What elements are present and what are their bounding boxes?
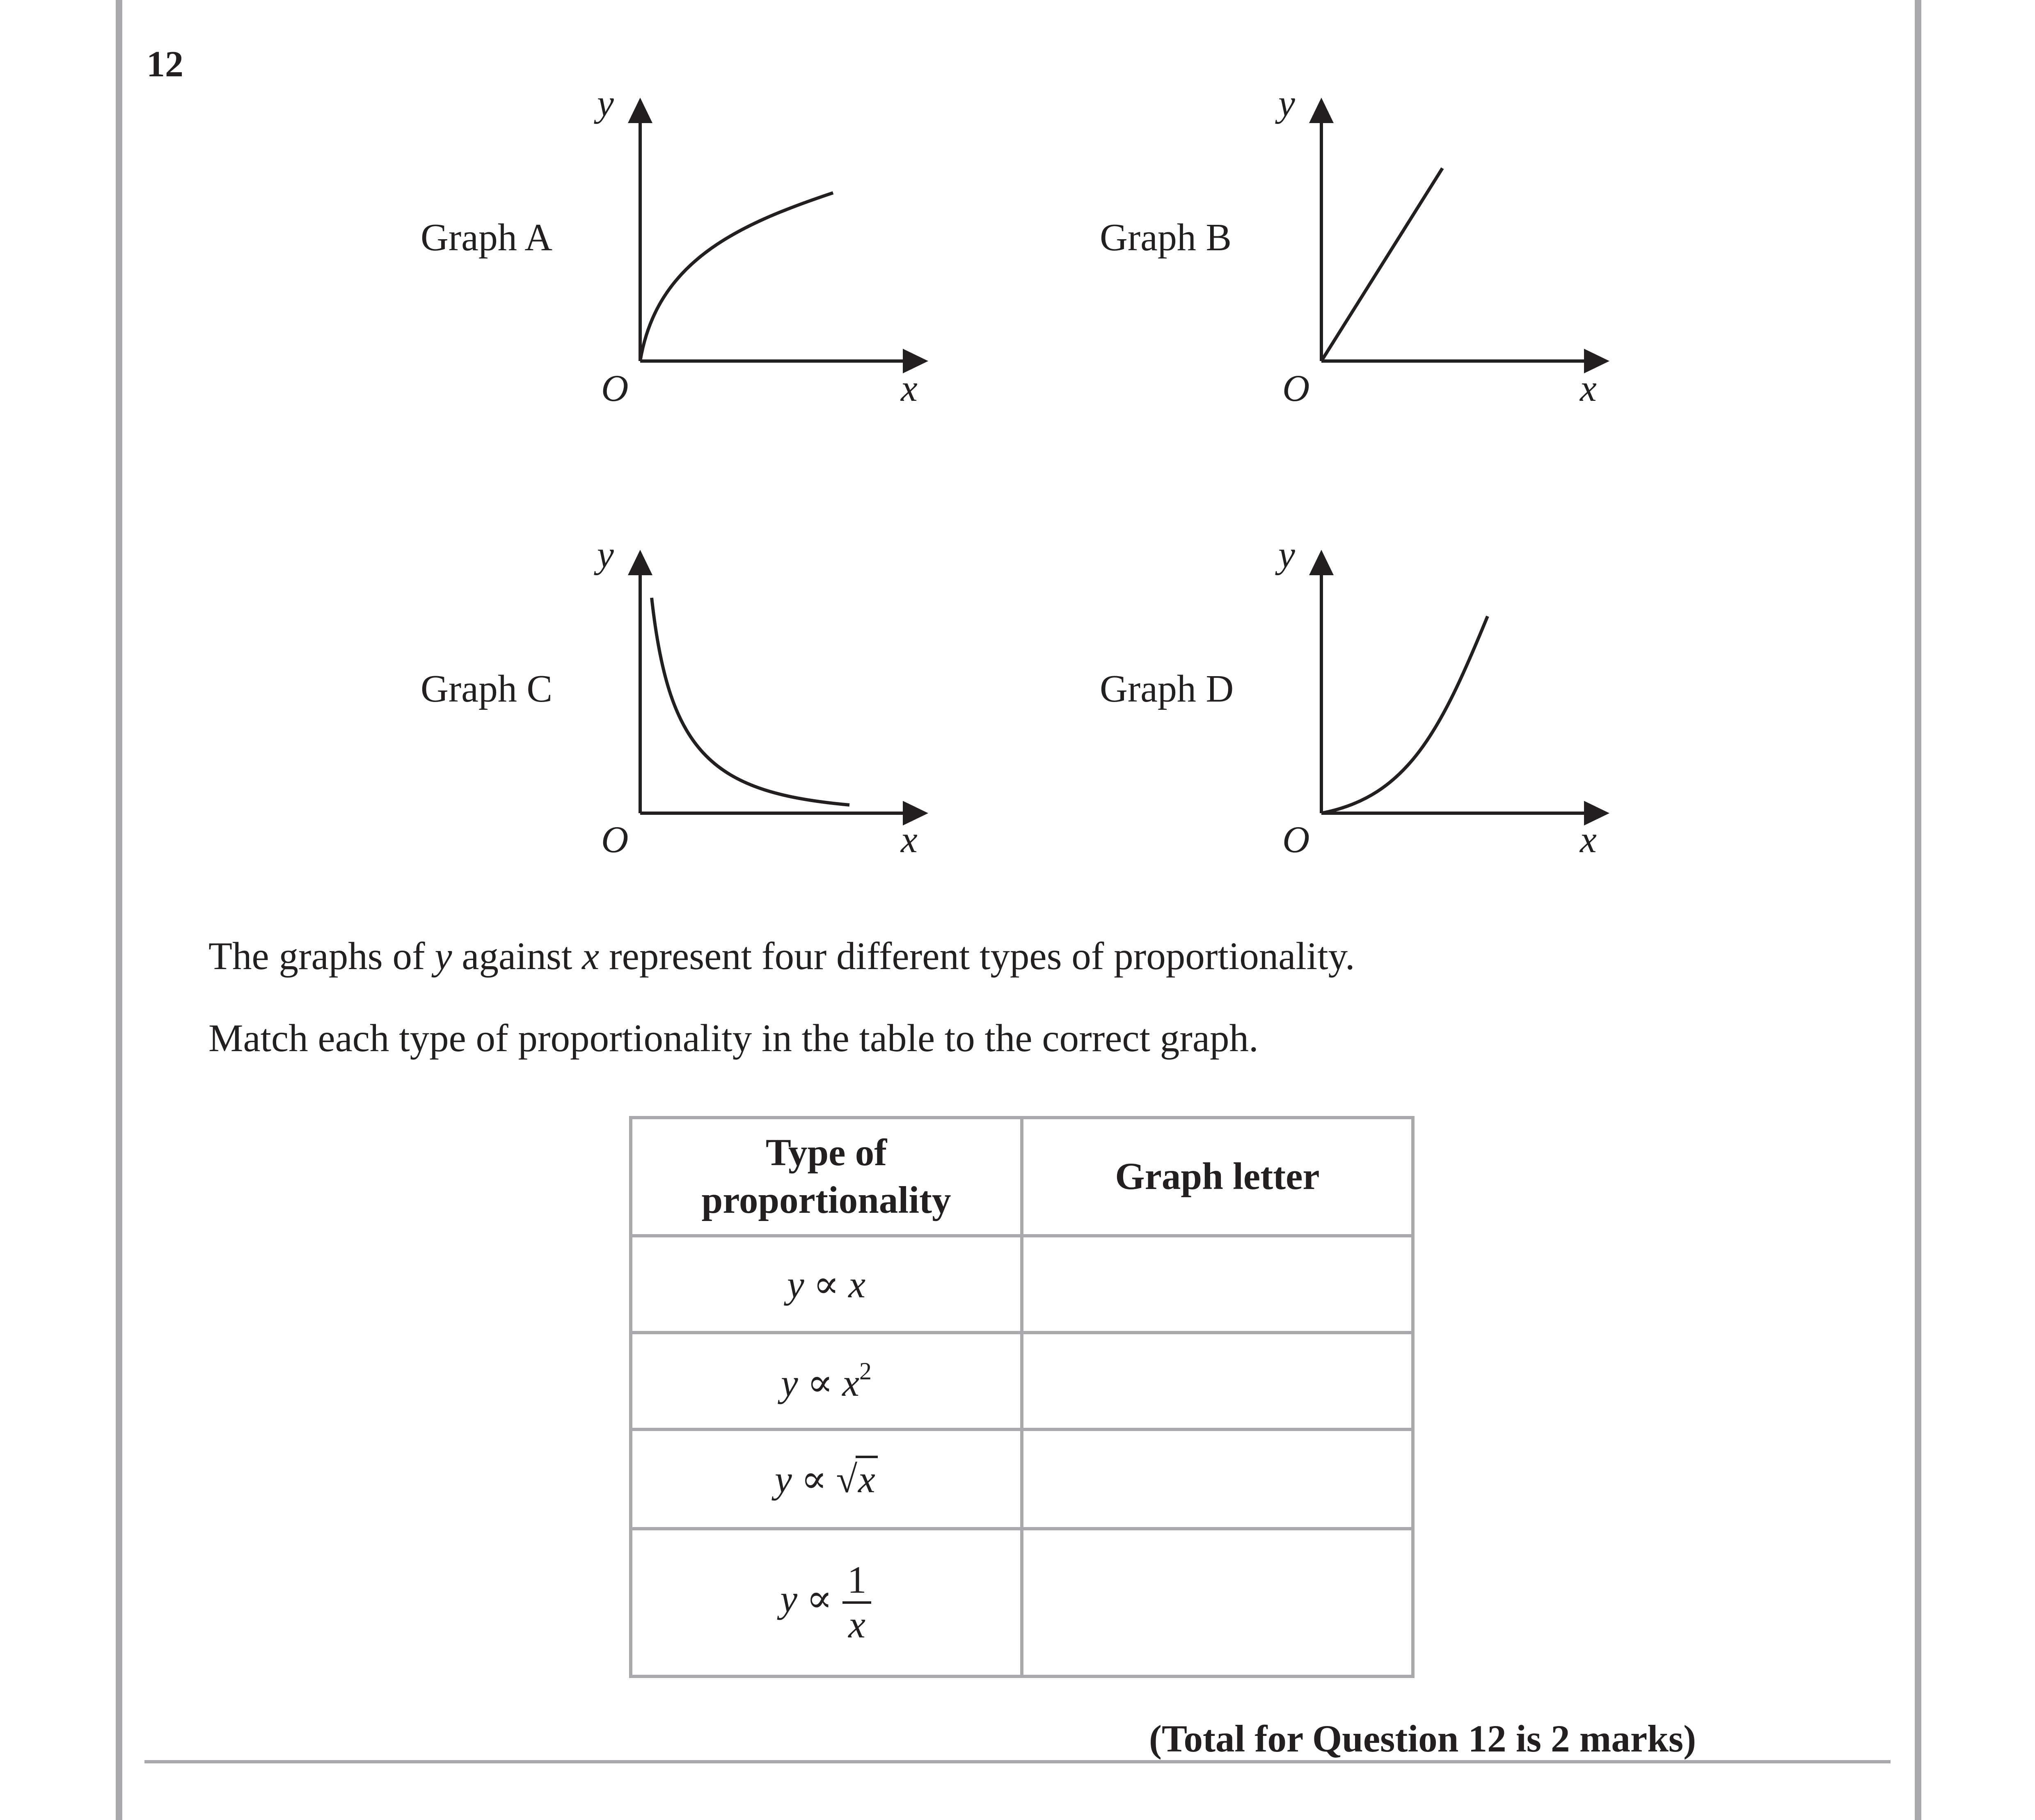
graph-d-y-arrow [1309,550,1334,575]
instruction-line-1: The graphs of y against x represent four different types of proportionality. [208,934,1355,978]
graph-b-x-letter: x [1580,367,1597,409]
graph-letter-answer-cell[interactable] [1022,1236,1413,1333]
proportionality-cell: y ∝ √x [631,1429,1022,1529]
graph-letter-answer-cell[interactable] [1022,1333,1413,1429]
graph-c-y-letter: y [597,533,614,575]
right-page-border [1915,0,1921,1820]
matching-table [629,1116,1415,1678]
graph-a-label: Graph A [421,216,553,259]
graph-d-label: Graph D [1100,668,1234,710]
table-row [631,1429,1413,1529]
graph-c-label: Graph C [421,668,553,710]
instruction-line-2: Match each type of proportionality in the table to the correct graph. [208,1016,1259,1060]
graph-a [620,90,932,386]
question-total-marks: (Total for Question 12 is 2 marks) [1149,1718,1696,1760]
graph-c-y-arrow [628,550,652,575]
graph-b-label: Graph B [1100,216,1232,259]
graph-c-x-letter: x [901,819,918,860]
graph-a-y-arrow [628,98,652,123]
graph-b-origin: O [1282,367,1310,409]
graph-b-line [1321,168,1442,361]
graph-a-curve [640,193,833,361]
bottom-divider [144,1760,1891,1763]
table-row [631,1529,1413,1676]
fraction: $\frac{1}{x}$ [842,1559,872,1646]
graph-letter-answer-cell[interactable] [1022,1429,1413,1529]
header-type-of-proportionality: Type of proportionality [631,1118,1022,1236]
graph-a-x-letter: x [901,367,918,409]
graph-d [1301,542,1613,838]
graph-b-y-letter: y [1278,82,1295,124]
graph-d-origin: O [1282,819,1310,860]
graph-c-curve [652,598,849,805]
table-row [631,1236,1413,1333]
graph-letter-answer-cell[interactable] [1022,1529,1413,1676]
proportionality-cell: $y \propto x^2$ [631,1333,1022,1429]
graph-b-y-arrow [1309,98,1334,123]
graph-c [620,542,932,838]
graph-a-origin: O [601,367,629,409]
left-page-border [116,0,122,1820]
graph-d-curve [1321,616,1488,813]
graph-d-y-letter: y [1278,533,1295,575]
question-number: 12 [147,44,183,85]
proportionality-cell: y ∝ $\frac{1}{x}$ [631,1529,1022,1676]
graph-c-origin: O [601,819,629,860]
table-header-row [631,1118,1413,1236]
graph-d-x-letter: x [1580,819,1597,860]
table-row [631,1333,1413,1429]
header-graph-letter: Graph letter [1022,1118,1413,1236]
proportionality-cell: y ∝ x [631,1236,1022,1333]
square-root: √x [836,1457,878,1502]
graph-a-y-letter: y [597,82,614,124]
graph-b [1301,90,1613,386]
